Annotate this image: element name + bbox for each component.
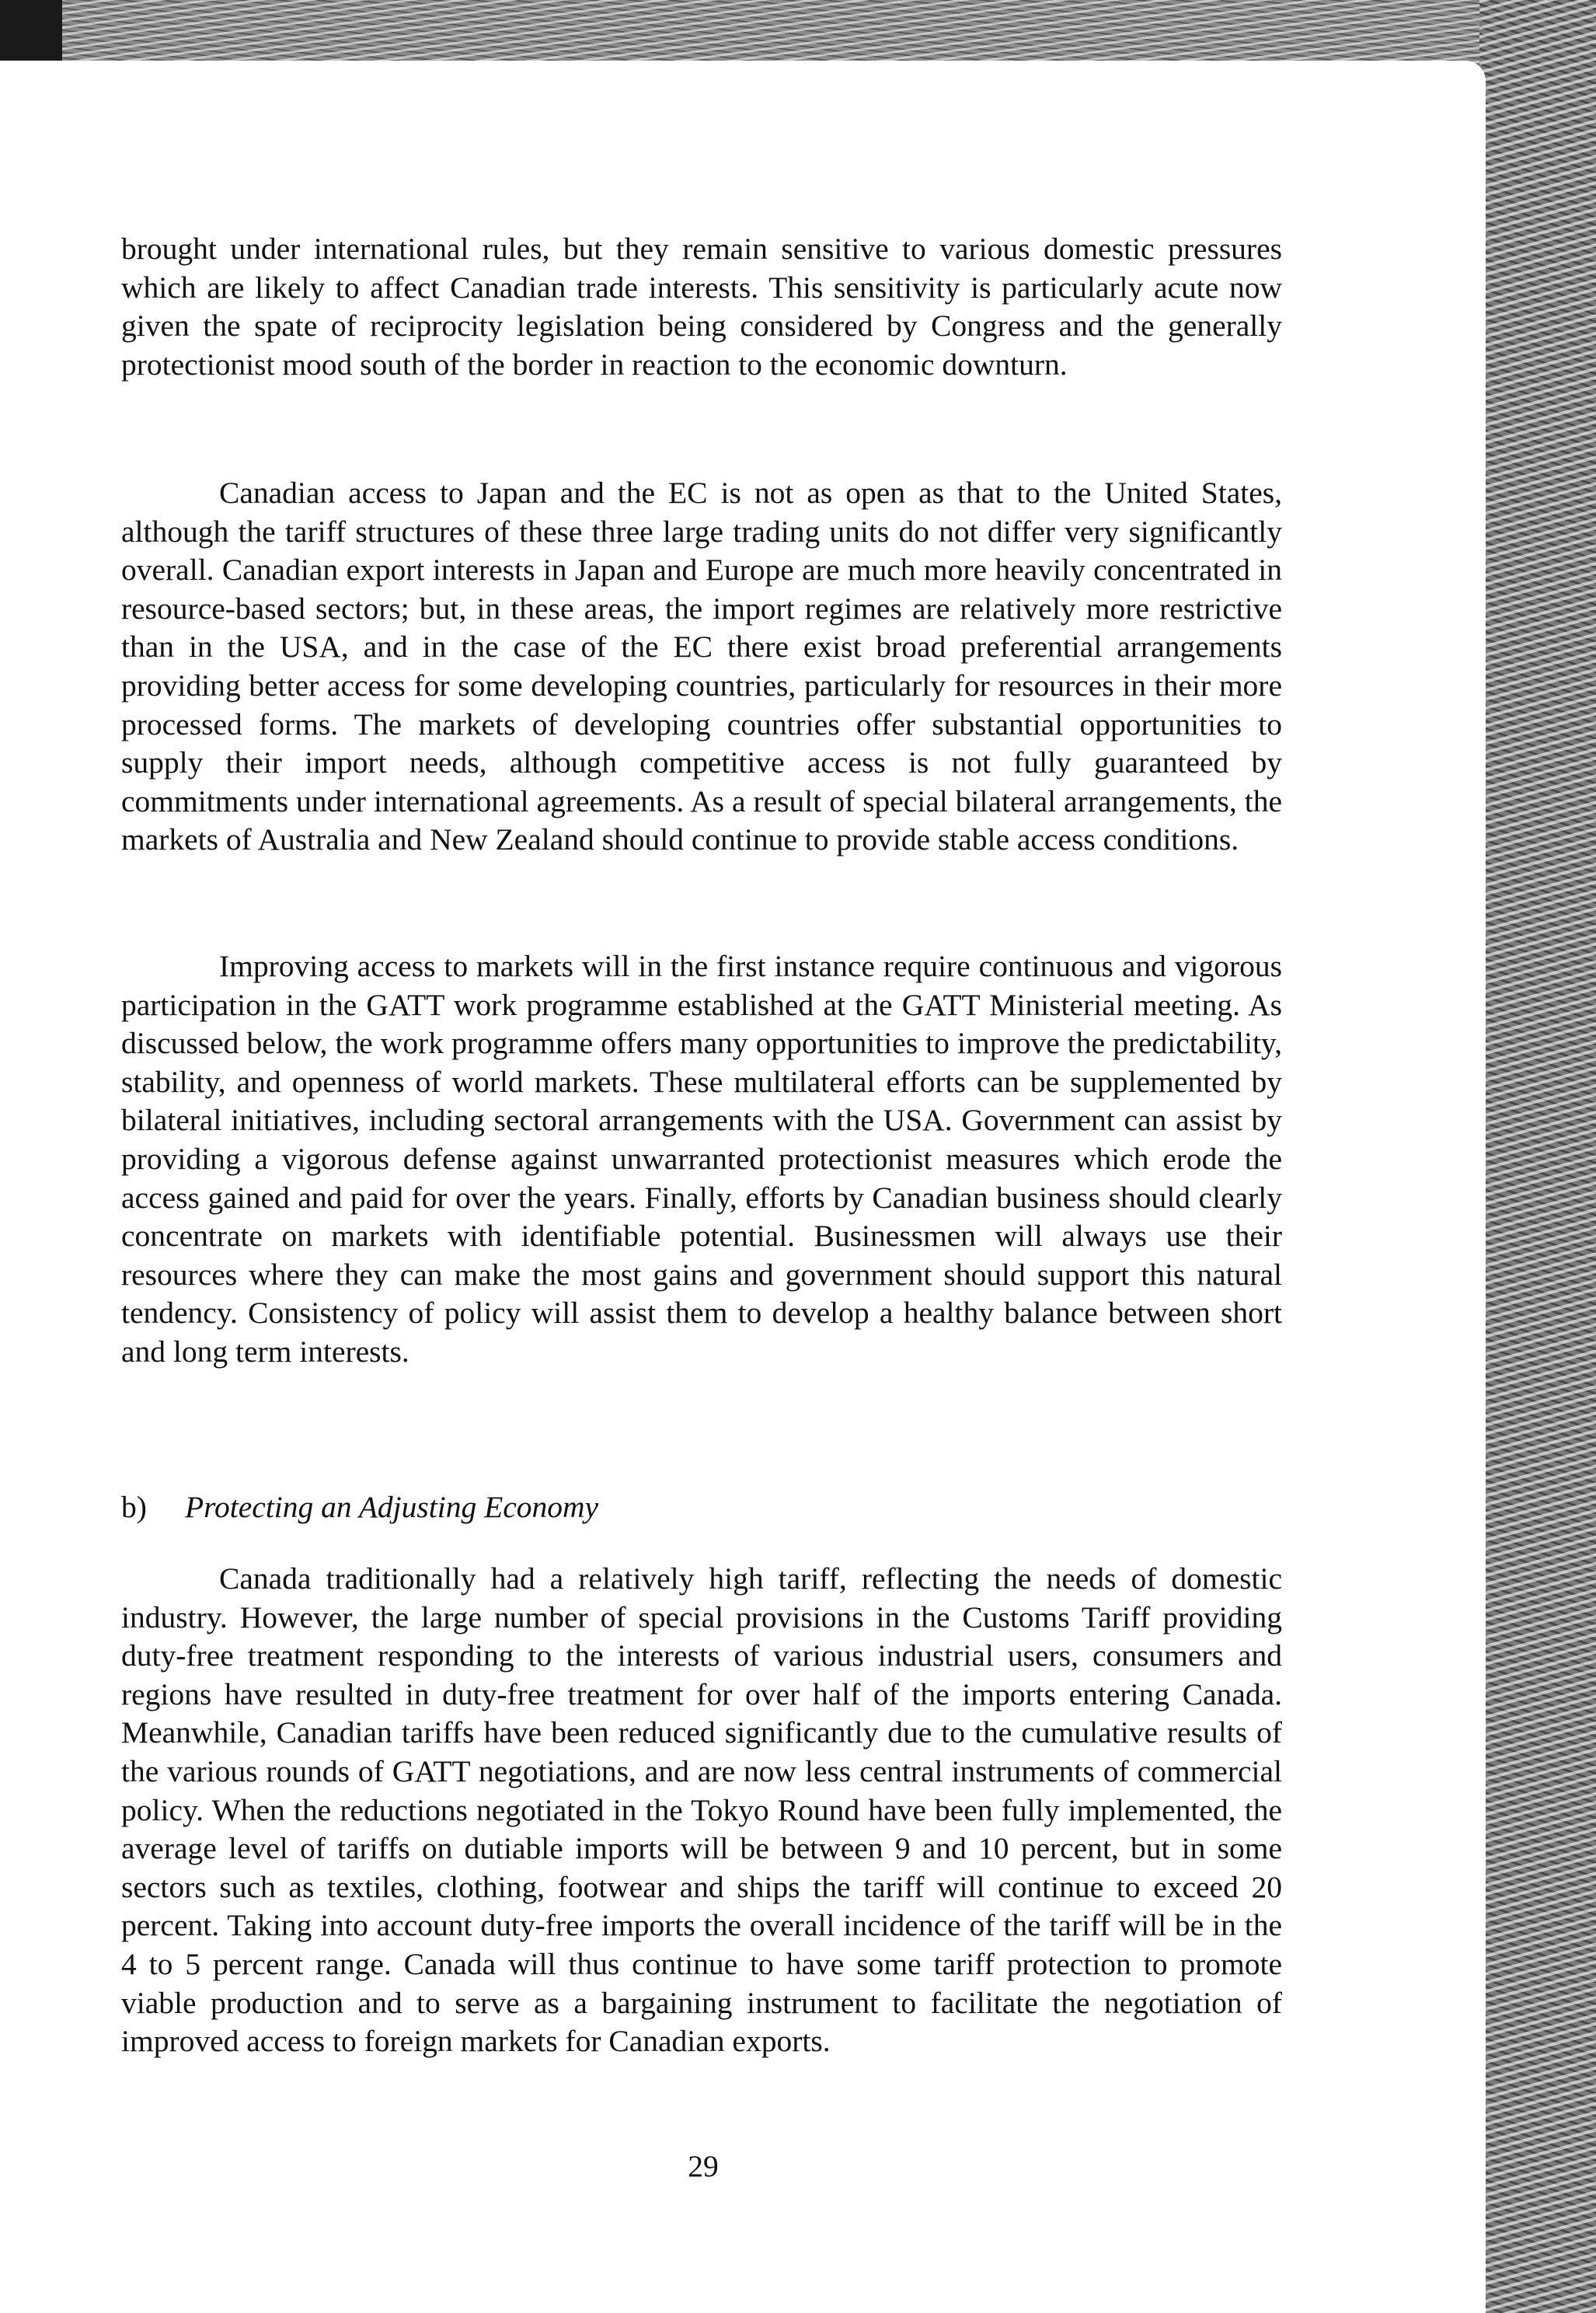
section-heading: [121, 1488, 598, 1527]
paragraph-tariff: Canada traditionally had a relatively high tariff, reflecting the needs of domestic industry. However, the large number of special provisions in the Customs Tariff providing duty-free treatment responding to the interests of various industrial users, consumers and regions have resulted in duty-free treatment for over half of the imports entering Canada. Meanwhile, Canadian tariffs have been reduced significantly due to the cumulative results of the various rounds of GATT negotiations, and are now less central instruments of commercial policy. When the reductions negotiated in the Tokyo Round have been fully implemented, the average level of tariffs on dutiable imports will be between 9 and 10 percent, but in some sectors such as textiles, clothing, footwear and ships the tariff will continue to exceed 20 percent. Taking into account duty-free imports the overall incidence of the tariff will be in the 4 to 5 percent range. Canada will thus continue to have some tariff protection to promote viable production and to serve as a bargaining instrument to facilitate the negotiation of improved access to foreign markets for Canadian exports.: [121, 1561, 1282, 2059]
paragraph-continuation: brought under international rules, but they remain sensitive to various domestic pressures which are likely to affect Canadian trade interests. This sensitivity is particularly acute now given the spate of reciprocity legislation being considered by Congress and the generally protectionist mood south of the border in reaction to the economic downturn.: [121, 232, 1282, 382]
paragraph-market-access: Canadian access to Japan and the EC is not as open as that to the United States, although the tariff structures of these three large trading units do not differ very significantly overall. Canadian export interests in Japan and Europe are much more heavily concentrated in resource-based sectors; but, in these areas, the import regimes are relatively more restrictive than in the USA, and in the case of the EC there exist broad preferential arrangements providing better access for some developing countries, particularly for resources in their more processed forms. The markets of developing countries offer substantial opportunities to supply their import needs, although competitive access is not fully guaranteed by commitments under international agreements. As a result of special bilateral arrangements, the markets of Australia and New Zealand should continue to provide stable access conditions.: [121, 476, 1282, 857]
section-heading-label: b): [121, 1490, 147, 1524]
page-number: 29: [688, 2149, 719, 2183]
section-heading-title: Protecting an Adjusting Economy: [185, 1490, 599, 1524]
scan-border-right: [1479, 0, 1596, 2313]
paragraph-improving-access: Improving access to markets will in the first instance require continuous and vigorous participation in the GATT work programme established at the GATT Ministerial meeting. As discussed below, the work programme offers many opportunities to improve the predictability, stability, and openness of world markets. These multilateral efforts can be supplemented by bilateral initiatives, including sectoral arrangements with the USA. Government can assist by providing a vigorous defense against unwarranted protectionist measures which erode the access gained and paid for over the years. Finally, efforts by Canadian business should clearly concentrate on markets with identifiable potential. Businessmen will always use their resources where they can make the most gains and government should support this natural tendency. Consistency of policy will assist them to develop a healthy balance between short and long term interests.: [121, 949, 1282, 1369]
